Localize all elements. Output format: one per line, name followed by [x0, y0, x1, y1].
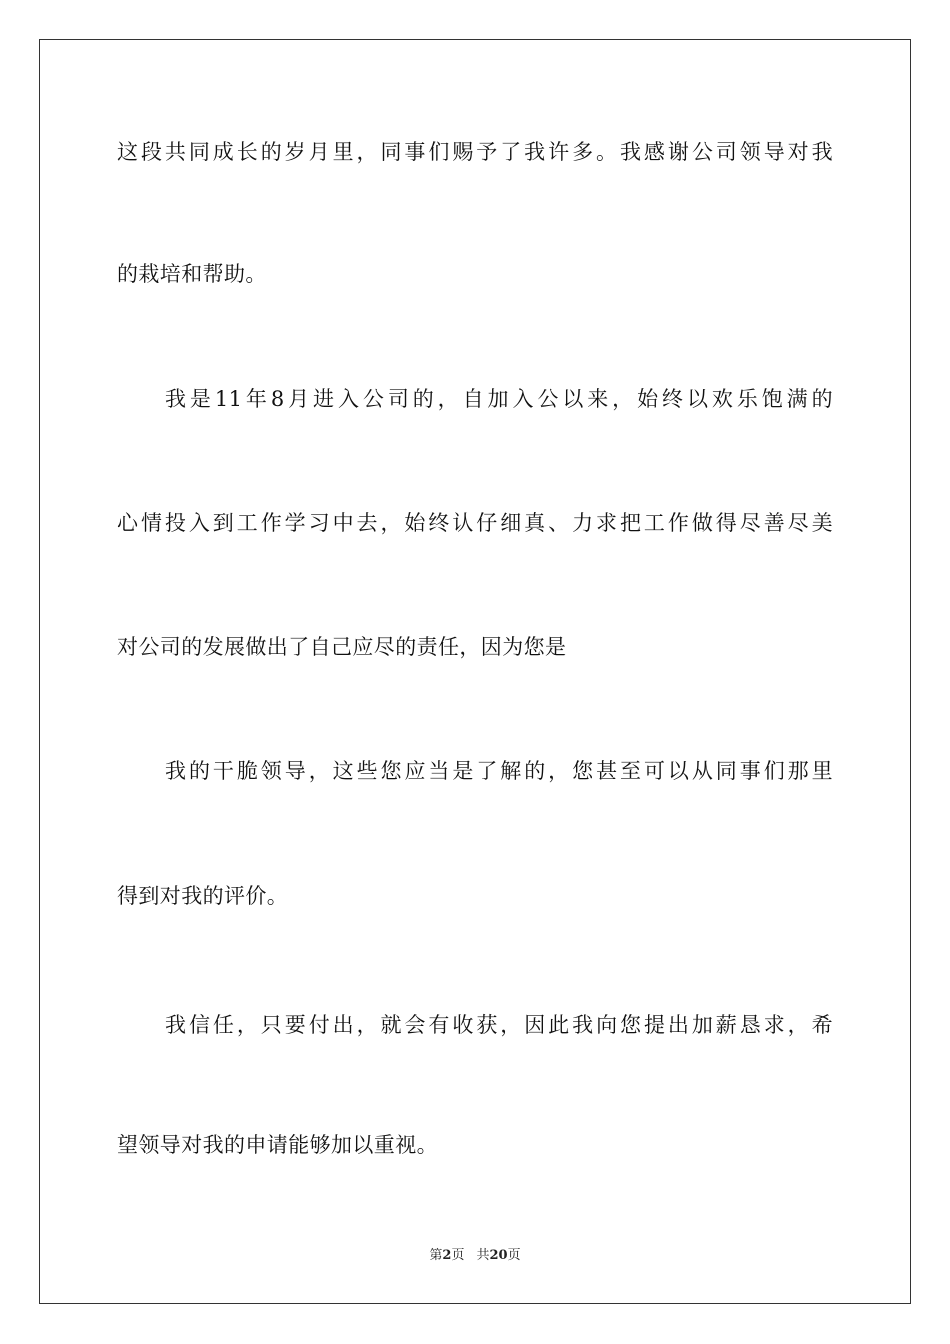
paragraph-line-3: 我是11年8月进入公司的，自加入公以来，始终以欢乐饱满的 — [165, 387, 833, 411]
paragraph-line-1: 这段共同成长的岁月里，同事们赐予了我许多。我感谢公司领导对我 — [117, 140, 833, 164]
paragraph-line-8: 我信任，只要付出，就会有收获，因此我向您提出加薪恳求，希 — [165, 1013, 833, 1037]
paragraph-line-6: 我的干脆领导，这些您应当是了解的，您甚至可以从同事们那里 — [165, 759, 833, 783]
page-number: 2 — [442, 1248, 452, 1263]
page-frame — [39, 39, 911, 1304]
page-label-suffix: 页 — [451, 1248, 465, 1263]
paragraph-line-7: 得到对我的评价。 — [117, 884, 289, 908]
paragraph-line-4: 心情投入到工作学习中去，始终认仔细真、力求把工作做得尽善尽美 — [117, 511, 833, 535]
paragraph-line-5: 对公司的发展做出了自己应尽的责任，因为您是 — [117, 635, 567, 659]
paragraph-line-9: 望领导对我的申请能够加以重视。 — [117, 1133, 438, 1157]
total-label-prefix: 共 — [476, 1248, 490, 1263]
page-footer — [0, 1247, 950, 1265]
page-label-prefix: 第 — [429, 1248, 443, 1263]
total-pages: 20 — [489, 1248, 508, 1263]
total-label-suffix: 页 — [507, 1248, 521, 1263]
paragraph-line-2: 的栽培和帮助。 — [117, 262, 267, 286]
